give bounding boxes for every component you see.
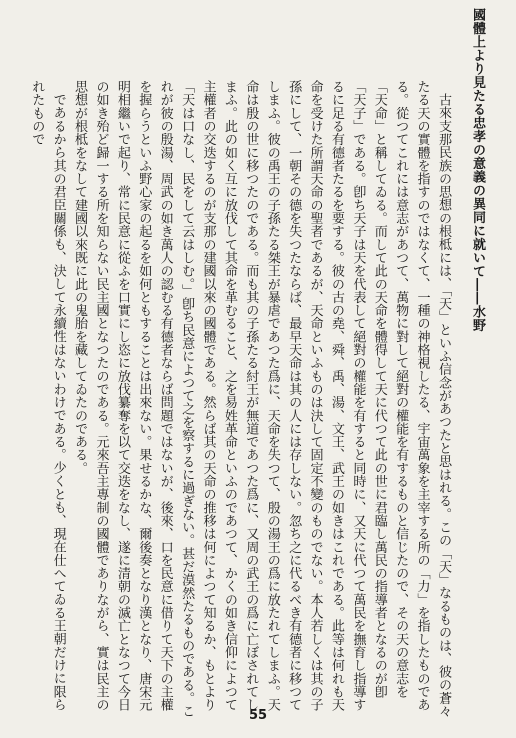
paragraph: 古來支那民族の思想の根柢には、「天」といふ信念があつたと思はれる。この「天」なるものは、彼の蒼々たる天の實體を指すのではなくて、一種の神格視したる、宇宙萬象を主宰する所の「力」を指したものである。從つてこれには意志があつて、萬物に對して絕對の權能を有するものと信じたので、その天の意志を「天命」と稱してゐる。而して此の天命を體得して天に代つて此の世に君臨し萬民の指導者となるのが卽「天子」である。卽ち天子は天を代表して絕對の權能を有すると同時に、又天に代つて萬民を撫育し指導するに足る有德者たるを要する。彼の古の堯、舜、禹、湯、文王、武王の如きはこれである。此等は何れも天命を受けた所謂天命の聖者であるが、天命といふものは決して固定不變のものでない。本人若しくは其の子孫にして、一朝その德を失つたならば、最早天命は其の人には存しない。忽ち之に代るべき有德者に移つてしまふ。彼の禹王の子孫たる桀王が暴虐であつた爲に、天命を失つて、殷の湯王の爲に放たれてしまふ。天命は殷の世に移つたのである。而も其の子孫たる紂王が無道であつた爲に、又周の武王の爲に亡ぼされてしまふ。此の如く互に放伐して其命を革むること、之を易姓革命といふのであつて、かくの如き信仰によつて主權者の交迭するのが支那の建國以來の國體である。然らば其の天命の推移は何によつて知るか、もとより「天は口なし、民をして云はしむ。」卽ち民意によつて之を察するに過ぎない。甚だ漠然たるものである。これが彼の殷湯、周武の如き萬人の認むる有德者ならば問題ではないが、後來、口を民意に借りて天下の主權を握らうといふ野心家の起るを如何ともすることは出來ない。果せるかな、爾後奏となり漢となり、唐宋元明相繼いで起り、常に民意に從ふを口實にし恣に放伐纂奪を以て交迭をなし、遂に清朝の滅亡となつて今日の如き殆ど歸一する所を知らない民主國となつたのである。元來吾主專制の國體でありながら、實は民主の思想が根柢をなして建國以來既に此の鬼胎を藏してゐたのである。 [72, 80, 451, 718]
page-number: 55 [248, 708, 268, 723]
running-header: 國體上より見たる忠孝の意義の異同に就いて――水野 [470, 8, 485, 332]
paragraph: であるから其の君臣關係も、決して永續性はないわけである。少くとも、現在仕へてゐる王朝だけに限られたもので [29, 80, 66, 712]
body-text [29, 80, 454, 720]
